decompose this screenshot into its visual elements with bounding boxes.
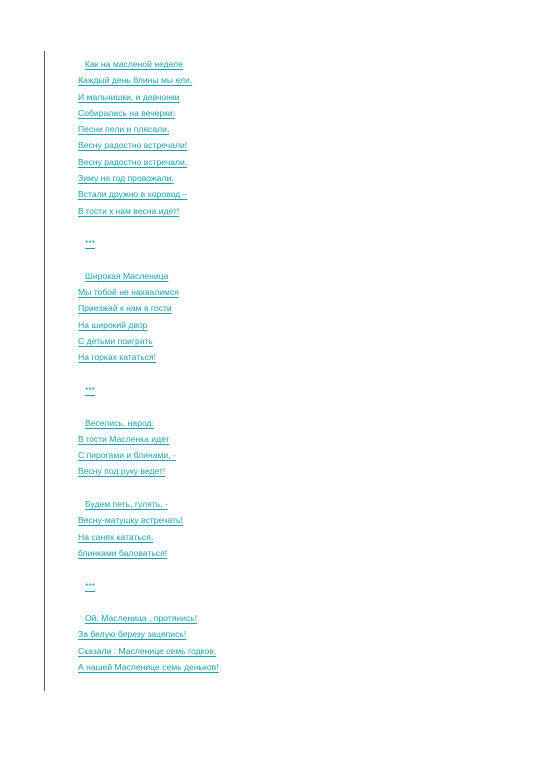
poem-line bbox=[78, 496, 498, 512]
poem-line-link[interactable]: Веселись, народ: bbox=[85, 417, 154, 428]
poem-line-link[interactable]: Приезжай к нам в гости bbox=[78, 303, 172, 314]
stanza-separator bbox=[78, 235, 498, 251]
poem-line bbox=[78, 317, 498, 333]
poem-line-link[interactable]: Весну радостно встречали, bbox=[78, 156, 188, 167]
poem-line bbox=[78, 72, 498, 88]
poem-line bbox=[78, 349, 498, 365]
poem-line bbox=[78, 626, 498, 642]
poem-line bbox=[78, 447, 498, 463]
poem-line-link[interactable]: Каждый день блины мы ели, bbox=[78, 75, 193, 86]
poem-line bbox=[78, 431, 498, 447]
poem-line bbox=[78, 643, 498, 659]
poem-line-link[interactable]: С пирогами и блинами, - bbox=[78, 450, 176, 461]
poem-line bbox=[78, 512, 498, 528]
poem-line-link[interactable]: Сказали : Масленице семь годков, bbox=[78, 645, 217, 656]
stanza-gap bbox=[78, 252, 498, 268]
poem-line-link[interactable]: Собирались на вечерки: bbox=[78, 107, 176, 118]
separator-link[interactable]: *** bbox=[85, 384, 96, 395]
stanza-2 bbox=[78, 268, 498, 366]
margin-rule bbox=[44, 51, 45, 691]
poem-line bbox=[78, 186, 498, 202]
poem-line-link[interactable]: Весну-матушку встречать! bbox=[78, 515, 183, 526]
poem-line-link[interactable]: Зиму на год провожали. bbox=[78, 173, 174, 184]
poem-line bbox=[78, 284, 498, 300]
poem-line-link[interactable]: Ой, Масленица , протянись! bbox=[85, 613, 198, 624]
poem-line-link[interactable]: В гости к нам весна идет! bbox=[78, 205, 180, 216]
poem-line-link[interactable]: Весну под руку ведет! bbox=[78, 466, 166, 477]
poem-line bbox=[78, 56, 498, 72]
poem-line-link[interactable]: На горках кататься! bbox=[78, 352, 157, 363]
poem-line bbox=[78, 415, 498, 431]
poem-line-link[interactable]: Встали дружно в хоровод – bbox=[78, 189, 188, 200]
poem-line bbox=[78, 154, 498, 170]
stanza-separator bbox=[78, 578, 498, 594]
poem-line bbox=[78, 137, 498, 153]
stanza-1 bbox=[78, 56, 498, 219]
poem-line-link[interactable]: За белую березу зацепись! bbox=[78, 629, 187, 640]
stanza-gap bbox=[78, 561, 498, 577]
poem-line-link[interactable]: Будем петь, гулять, - bbox=[85, 499, 168, 510]
poem-line-link[interactable]: В гости Масленка идет bbox=[78, 433, 170, 444]
poem-line bbox=[78, 203, 498, 219]
poem-line bbox=[78, 170, 498, 186]
poem-line-link[interactable]: блинками баловаться! bbox=[78, 547, 168, 558]
poem-line bbox=[78, 545, 498, 561]
stanza-separator bbox=[78, 382, 498, 398]
stanza-gap bbox=[78, 398, 498, 414]
poem-line-link[interactable]: А нашей Масленице семь деньков! bbox=[78, 661, 219, 672]
poem-line-link[interactable]: И мальчишки, и девчонки bbox=[78, 91, 180, 102]
stanza-gap bbox=[78, 366, 498, 382]
poem-line bbox=[78, 268, 498, 284]
poem-line bbox=[78, 300, 498, 316]
stanza-gap bbox=[78, 480, 498, 496]
stanza-gap bbox=[78, 594, 498, 610]
stanza-3 bbox=[78, 415, 498, 480]
separator-link[interactable]: *** bbox=[85, 580, 96, 591]
poem-body bbox=[78, 56, 498, 675]
poem-line-link[interactable]: Мы тобой не нахвалимся bbox=[78, 287, 179, 298]
poem-line bbox=[78, 463, 498, 479]
poem-line-link[interactable]: Весну радостно встречали! bbox=[78, 140, 188, 151]
poem-line-link[interactable]: На санях кататься, bbox=[78, 531, 154, 542]
poem-line-link[interactable]: С детьми поиграть bbox=[78, 336, 153, 347]
poem-line bbox=[78, 610, 498, 626]
stanza-4 bbox=[78, 496, 498, 561]
poem-line bbox=[78, 89, 498, 105]
poem-line-link[interactable]: Широкая Масленица bbox=[85, 270, 169, 281]
poem-line bbox=[78, 529, 498, 545]
poem-line-link[interactable]: Как на масленой неделе bbox=[85, 59, 183, 69]
poem-line bbox=[78, 105, 498, 121]
poem-line bbox=[78, 659, 498, 675]
stanza-5 bbox=[78, 610, 498, 675]
poem-line bbox=[78, 121, 498, 137]
poem-line-link[interactable]: Песни пели и плясали, bbox=[78, 124, 170, 135]
stanza-gap bbox=[78, 219, 498, 235]
poem-line-link[interactable]: На широкий двор bbox=[78, 319, 148, 330]
separator-link[interactable]: *** bbox=[85, 238, 96, 249]
poem-line bbox=[78, 333, 498, 349]
